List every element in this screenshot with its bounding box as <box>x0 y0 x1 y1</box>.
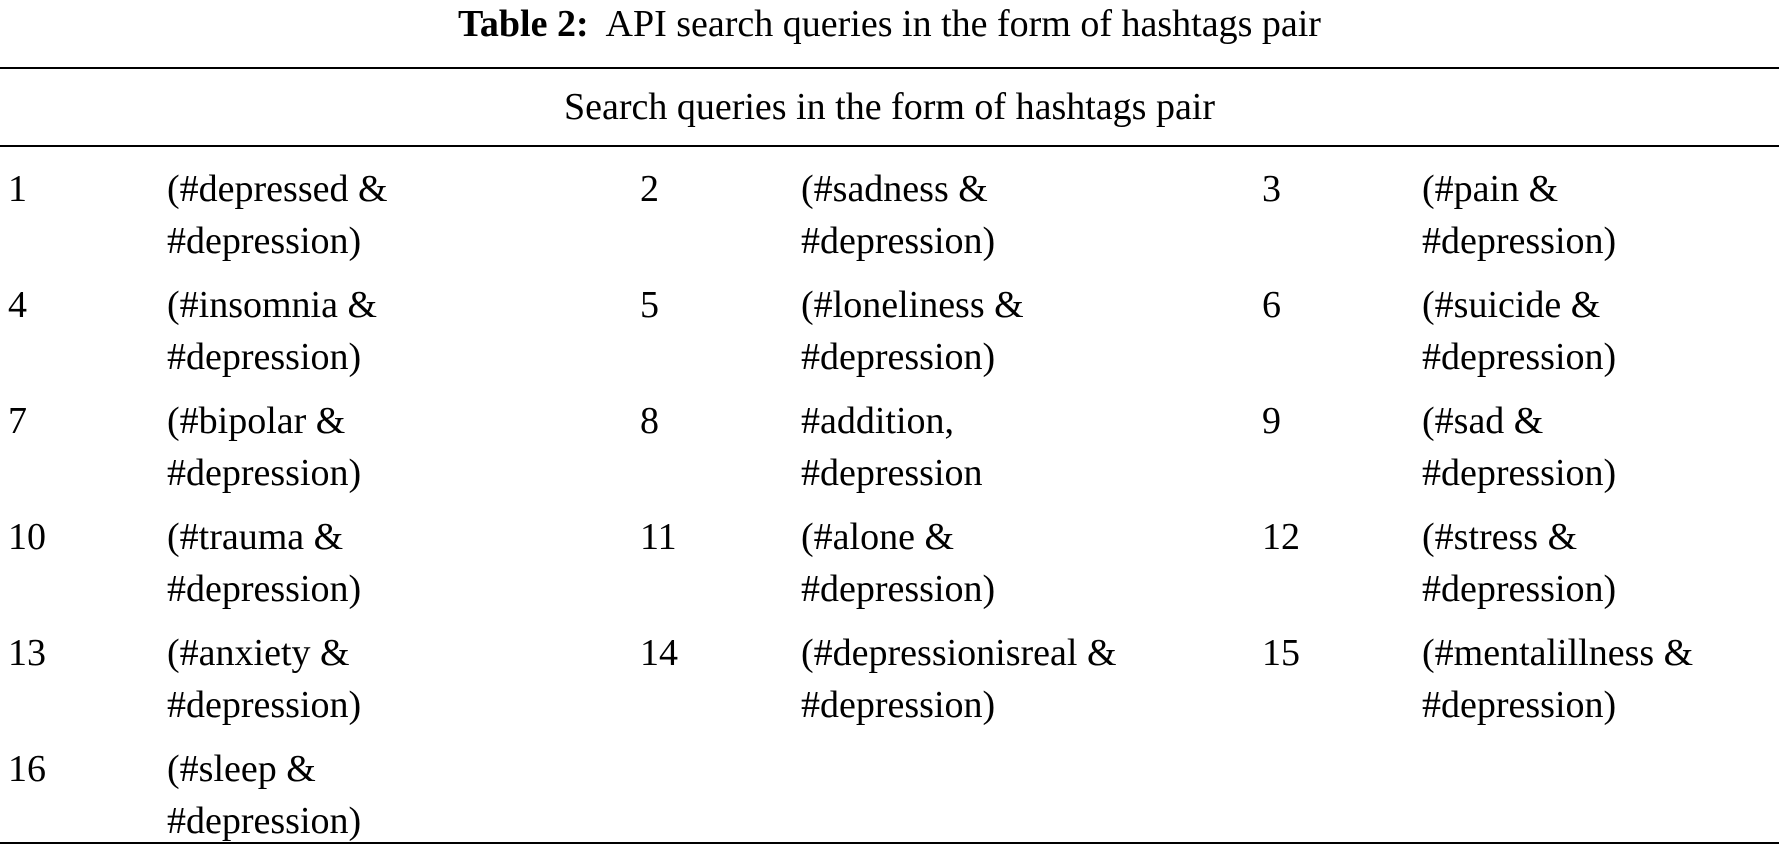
query-cell <box>801 511 995 615</box>
query-number: 4 <box>8 284 27 326</box>
query-line-2: #depression) <box>167 800 362 842</box>
query-line-1: (#suicide & <box>1422 284 1601 326</box>
query-cell <box>1422 163 1616 267</box>
query-line-1: (#insomnia & <box>167 284 378 326</box>
query-cell <box>167 511 361 615</box>
query-number: 13 <box>8 632 46 674</box>
query-cell <box>801 279 1024 383</box>
query-number: 2 <box>640 168 659 210</box>
query-line-1: (#pain & <box>1422 168 1559 210</box>
query-line-1: (#loneliness & <box>801 284 1024 326</box>
query-line-1: (#sad & <box>1422 400 1544 442</box>
query-line-1: (#mentalillness & <box>1422 632 1694 674</box>
query-line-1: (#stress & <box>1422 516 1578 558</box>
query-number: 6 <box>1262 284 1281 326</box>
query-line-1: #addition, <box>801 400 955 442</box>
query-line-1: (#sleep & <box>167 748 316 790</box>
query-line-2: #depression) <box>1422 684 1617 726</box>
table-row <box>0 147 1779 263</box>
query-number: 1 <box>8 168 27 210</box>
table-row <box>0 379 1779 495</box>
query-cell <box>801 627 1117 731</box>
query-line-2: #depression) <box>167 452 362 494</box>
query-cell <box>1422 511 1616 615</box>
query-number: 7 <box>8 400 27 442</box>
query-line-1: (#bipolar & <box>167 400 346 442</box>
table-header: Search queries in the form of hashtags pair <box>563 86 1216 128</box>
query-line-1: (#sadness & <box>801 168 988 210</box>
query-number: 3 <box>1262 168 1281 210</box>
query-number: 5 <box>640 284 659 326</box>
query-line-1: (#depressed & <box>167 168 388 210</box>
query-line-2: #depression) <box>801 684 996 726</box>
query-number: 12 <box>1262 516 1300 558</box>
query-number: 8 <box>640 400 659 442</box>
query-cell <box>167 163 388 267</box>
query-cell <box>167 279 377 383</box>
query-number: 10 <box>8 516 46 558</box>
query-line-2: #depression) <box>167 684 362 726</box>
query-line-2: #depression) <box>167 568 362 610</box>
table-caption <box>0 0 1779 56</box>
query-cell <box>167 743 361 847</box>
query-line-2: #depression) <box>801 568 996 610</box>
query-line-2: #depression) <box>167 220 362 262</box>
table-body <box>0 147 1779 842</box>
table-row <box>0 263 1779 379</box>
query-line-2: #depression) <box>1422 220 1617 262</box>
query-line-1: (#anxiety & <box>167 632 350 674</box>
query-number: 15 <box>1262 632 1300 674</box>
query-line-2: #depression) <box>1422 568 1617 610</box>
table-row <box>0 495 1779 611</box>
query-line-1: (#alone & <box>801 516 955 558</box>
query-number: 16 <box>8 748 46 790</box>
query-cell <box>1422 627 1693 731</box>
query-cell <box>801 395 983 499</box>
query-line-2: #depression) <box>801 336 996 378</box>
query-line-2: #depression) <box>167 336 362 378</box>
caption-label: Table 2: <box>458 3 589 45</box>
queries-table <box>0 67 1779 844</box>
query-cell <box>167 627 361 731</box>
caption-text: API search queries in the form of hashtags pair <box>605 3 1321 45</box>
query-line-2: #depression) <box>1422 336 1617 378</box>
query-cell <box>1422 279 1616 383</box>
query-line-2: #depression) <box>801 220 996 262</box>
query-number: 9 <box>1262 400 1281 442</box>
query-line-1: (#trauma & <box>167 516 344 558</box>
query-cell <box>801 163 995 267</box>
query-line-1: (#depressionisreal & <box>801 632 1117 674</box>
query-line-2: #depression <box>801 452 983 494</box>
query-cell <box>167 395 361 499</box>
table-row <box>0 727 1779 842</box>
table-row <box>0 611 1779 727</box>
query-line-2: #depression) <box>1422 452 1617 494</box>
query-cell <box>1422 395 1616 499</box>
query-number: 14 <box>640 632 678 674</box>
query-number: 11 <box>640 516 677 558</box>
